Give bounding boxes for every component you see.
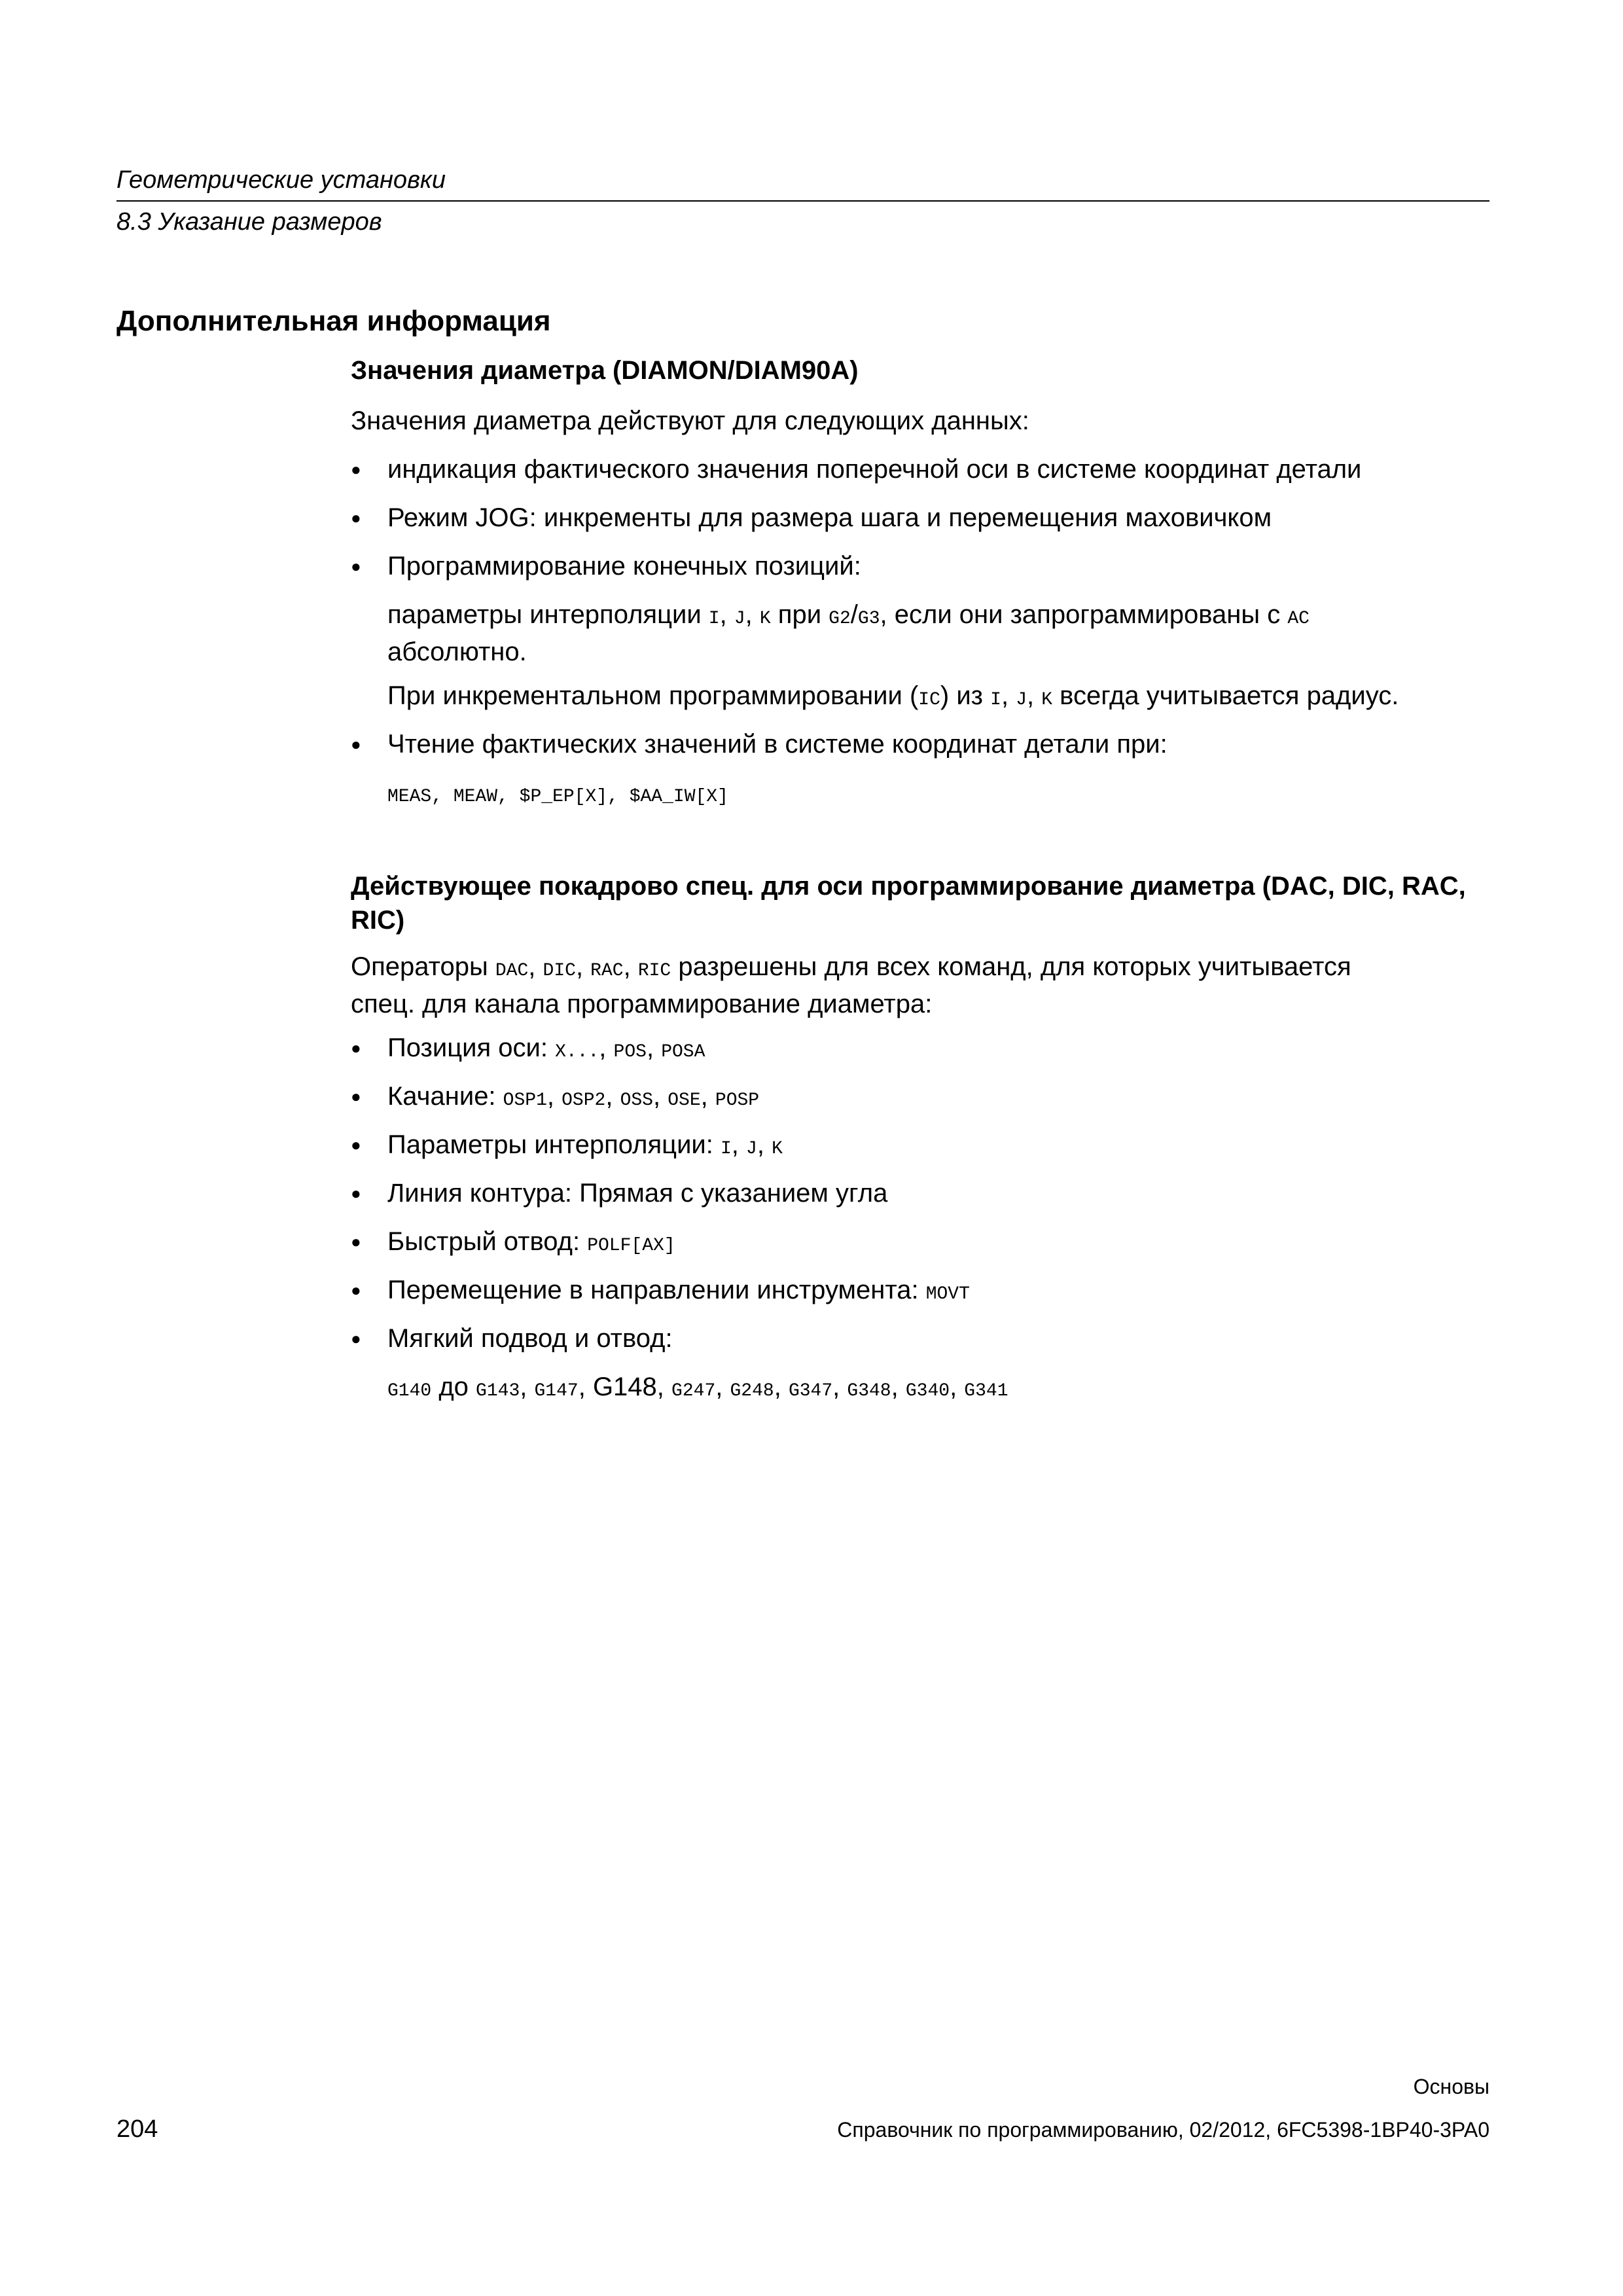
bullet-icon: [351, 550, 387, 585]
running-header-chapter: Геометрические установки: [116, 166, 446, 194]
bullet-icon: [351, 453, 387, 488]
dac-title: Действующее покадрово спец. для оси программирование диаметра (DAC, DIC, RAC, RIC): [351, 872, 1466, 935]
bullet-icon: [351, 1225, 387, 1261]
dac-bullet-axis-position: ●Позиция оси: X..., POS, POSA: [351, 1031, 1489, 1069]
bullet-icon: [351, 1080, 387, 1115]
dac-bullet-retract: ●Быстрый отвод: POLF[AX]: [351, 1225, 1489, 1263]
footer-book-title: Основы: [1413, 2075, 1489, 2098]
diamon-code-line: MEAS, MEAW, $P_EP[X], $AA_IW[X]: [387, 787, 728, 807]
diamon-bullet-3: ●Программирование конечных позиций:: [351, 550, 1489, 585]
diamon-interp-paragraph: параметры интерполяции I, J, K при G2/G3, если они запрограммированы с AC абсолютно.: [387, 600, 1310, 666]
diamon-intro: Значения диаметра действуют для следующих данных:: [351, 406, 1029, 435]
bullet-icon: [351, 1031, 387, 1067]
dac-gcode-line: G140 до G143, G147, G148, G247, G248, G347, G348, G340, G341: [387, 1372, 1008, 1401]
bullet-icon: [351, 1177, 387, 1212]
dac-bullet-oscillation: ●Качание: OSP1, OSP2, OSS, OSE, POSP: [351, 1080, 1489, 1117]
dac-intro: Операторы DAC, DIC, RAC, RIC разрешены для всех команд, для которых учитывается спец. для канала программирование диаметра:: [351, 952, 1351, 1018]
diamon-bullet-4: ●Чтение фактических значений в системе координат детали при:: [351, 728, 1489, 763]
diamon-incremental-paragraph: При инкрементальном программировании (IC) из I, J, K всегда учитывается радиус.: [387, 681, 1399, 710]
running-header-section: 8.3 Указание размеров: [116, 208, 382, 236]
dac-bullet-contour: ●Линия контура: Прямая с указанием угла: [351, 1177, 1489, 1212]
bullet-icon: [351, 1128, 387, 1164]
section-heading: Дополнительная информация: [116, 305, 551, 337]
dac-bullet-soft-approach: ●Мягкий подвод и отвод:: [351, 1322, 1489, 1357]
diamon-title: Значения диаметра (DIAMON/DIAM90A): [351, 356, 859, 385]
dac-bullet-tool-direction: ●Перемещение в направлении инструмента: MOVT: [351, 1274, 1489, 1311]
dac-bullet-interp-params: ●Параметры интерполяции: I, J, K: [351, 1128, 1489, 1166]
page-number: 204: [116, 2115, 158, 2143]
bullet-icon: [351, 728, 387, 763]
bullet-icon: [351, 1322, 387, 1357]
header-rule: [116, 200, 1489, 202]
bullet-icon: [351, 1274, 387, 1309]
bullet-icon: [351, 501, 387, 537]
diamon-bullet-1: ●индикация фактического значения поперечной оси в системе координат детали: [351, 453, 1489, 488]
diamon-bullet-2: ●Режим JOG: инкременты для размера шага и перемещения маховичком: [351, 501, 1489, 537]
footer-reference: Справочник по программированию, 02/2012, 6FC5398-1BP40-3PA0: [837, 2118, 1489, 2142]
